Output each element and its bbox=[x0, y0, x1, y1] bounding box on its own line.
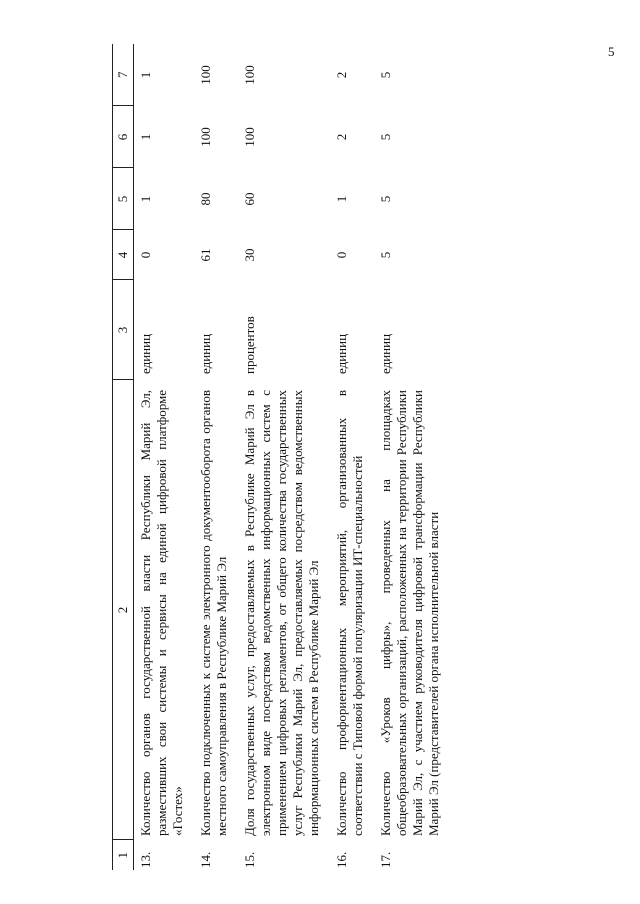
indicator-name: Доля государственных услуг, предоставляемых в Республике Марий Эл в электронном виде посредством ведомственных информационных систем с применением цифровых регламентов, от общего количества государственных услуг Республики Марий Эл, предоставляемых посредством ведомственных информационных систем в Республике Марий Эл bbox=[242, 390, 321, 836]
indicator-name: Количество подключенных к системе электронного документооборота органов местного самоуправления в Республике Марий Эл bbox=[198, 390, 229, 836]
value-cell: 30 bbox=[242, 248, 257, 262]
value-cell: 1 bbox=[334, 195, 349, 203]
rotated-table-container bbox=[112, 44, 574, 870]
table-header-row bbox=[113, 44, 134, 870]
unit-of-measure: единиц bbox=[138, 333, 153, 374]
value-cell: 60 bbox=[242, 192, 257, 206]
value-cell: 5 bbox=[378, 195, 393, 203]
value-cell: 80 bbox=[198, 192, 213, 206]
value-cell: 1 bbox=[138, 71, 153, 79]
row-number: 13. bbox=[138, 851, 153, 868]
value-cell: 61 bbox=[198, 248, 213, 262]
column-header: 5 bbox=[113, 168, 134, 230]
unit-of-measure: единиц bbox=[198, 333, 213, 374]
table-row bbox=[330, 44, 374, 870]
unit-of-measure: процентов bbox=[242, 316, 257, 374]
column-header: 2 bbox=[113, 380, 134, 840]
unit-of-measure: единиц bbox=[378, 333, 393, 374]
page-number: 5 bbox=[608, 44, 615, 59]
unit-of-measure: единиц bbox=[334, 333, 349, 374]
row-number: 14. bbox=[198, 851, 213, 868]
column-header: 3 bbox=[113, 280, 134, 380]
value-cell: 100 bbox=[242, 65, 257, 85]
value-cell: 0 bbox=[334, 251, 349, 259]
indicators-table bbox=[112, 44, 450, 870]
row-number: 15. bbox=[242, 851, 257, 868]
value-cell: 1 bbox=[138, 133, 153, 141]
value-cell: 5 bbox=[378, 133, 393, 141]
indicator-name: Количество органов государственной власти Республики Марий Эл, разместивших свои системы и сервисы на единой цифровой платформе «Гостех» bbox=[138, 390, 185, 836]
value-cell: 1 bbox=[138, 195, 153, 203]
value-cell: 100 bbox=[242, 127, 257, 147]
column-header: 1 bbox=[113, 840, 134, 870]
column-header: 4 bbox=[113, 230, 134, 280]
table-row bbox=[194, 44, 238, 870]
row-number: 16. bbox=[334, 851, 349, 868]
table-row bbox=[374, 44, 450, 870]
value-cell: 0 bbox=[138, 251, 153, 259]
indicator-name: Количество «Уроков цифры», проведенных на площадках общеобразовательных организаций, расположенных на территории Республики Марий Эл, с участием руководителя цифровой трансформации Республики Марий Эл (представителей органа исполнительной власти bbox=[378, 390, 441, 836]
value-cell: 100 bbox=[198, 65, 213, 85]
table-row bbox=[238, 44, 330, 870]
row-number: 17. bbox=[378, 851, 393, 868]
indicator-name: Количество профориентационных мероприятий, организованных в соответствии с Типовой формой популяризации ИТ-специальностей bbox=[334, 390, 365, 836]
table-row bbox=[134, 44, 195, 870]
value-cell: 5 bbox=[378, 251, 393, 259]
value-cell: 100 bbox=[198, 127, 213, 147]
column-header: 7 bbox=[113, 44, 134, 106]
value-cell: 2 bbox=[334, 71, 349, 79]
value-cell: 2 bbox=[334, 133, 349, 141]
value-cell: 5 bbox=[378, 71, 393, 79]
column-header: 6 bbox=[113, 106, 134, 168]
